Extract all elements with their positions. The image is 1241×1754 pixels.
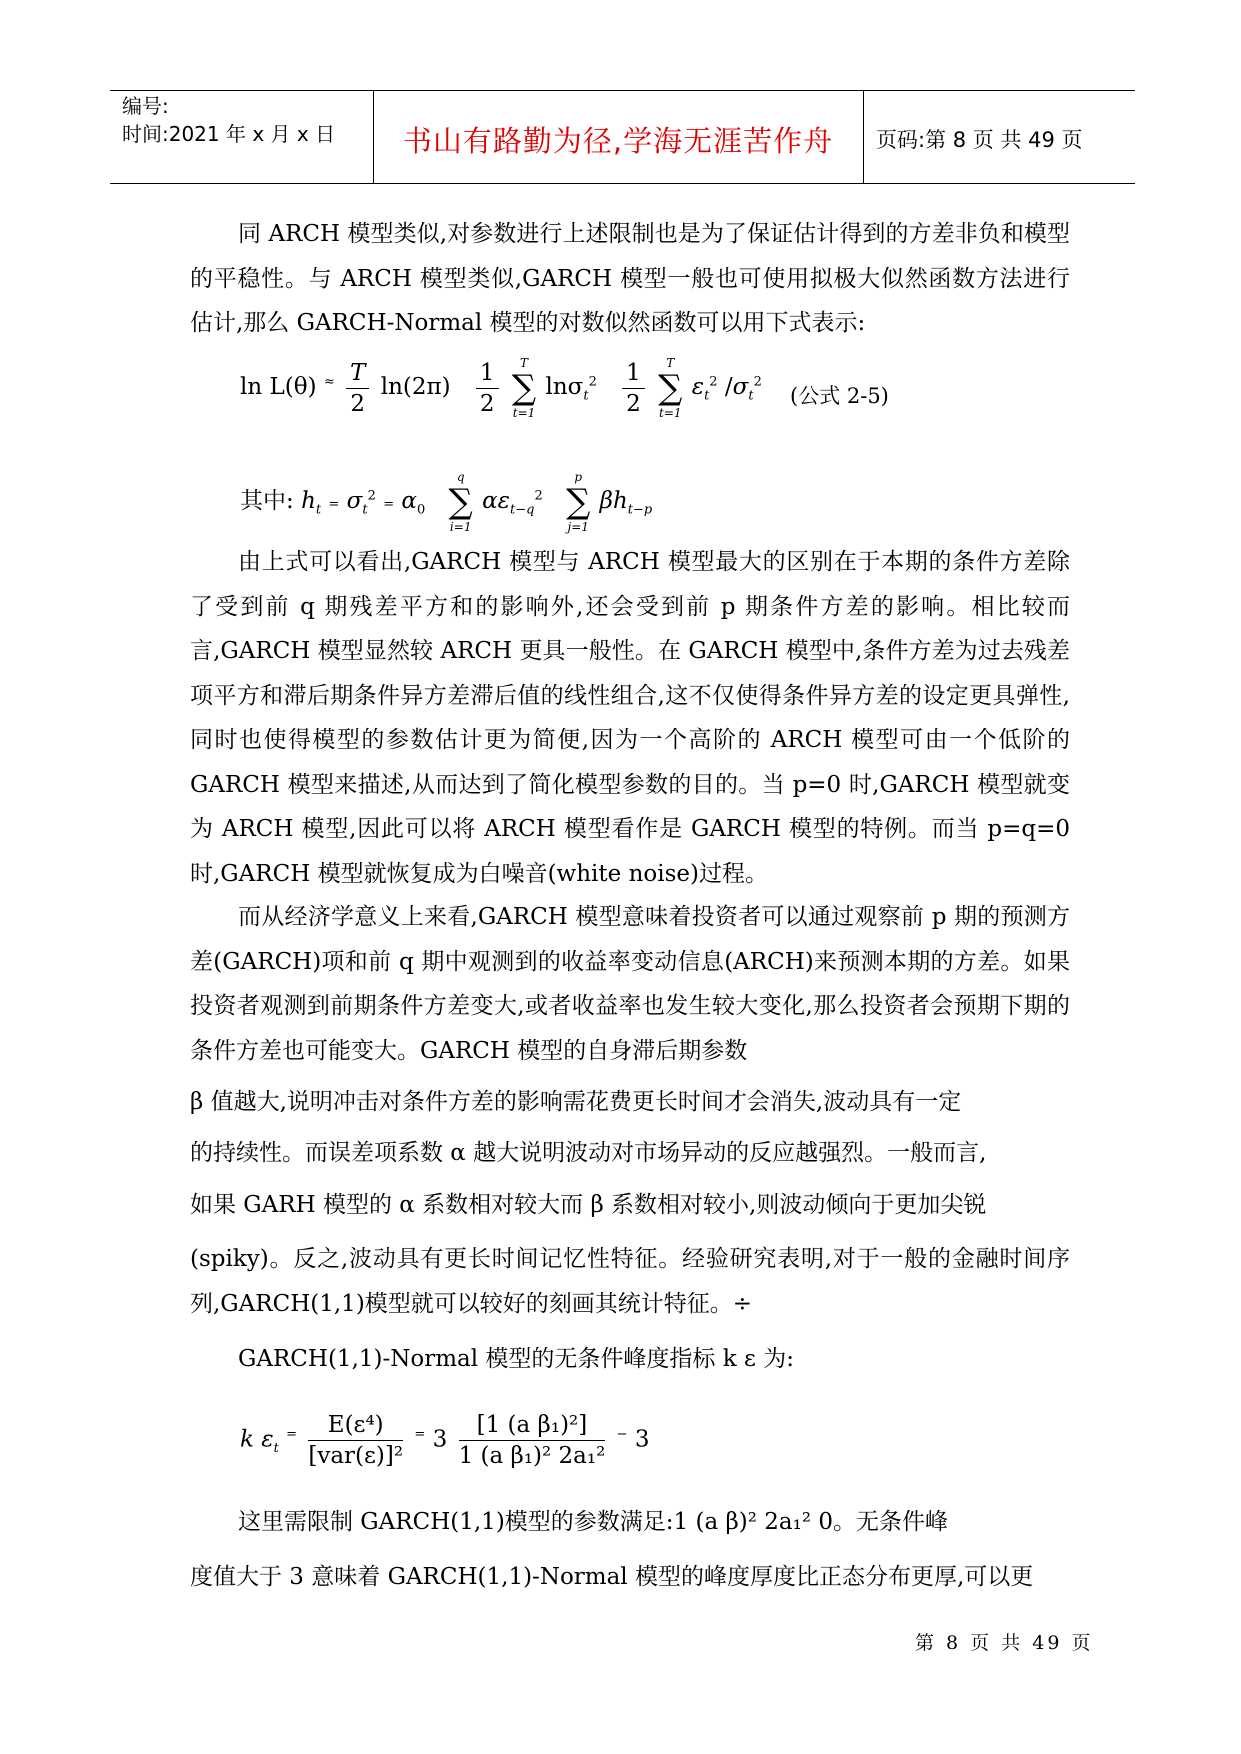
formula-term-ln2pi: ln(2π) [380, 374, 451, 400]
fraction-kurtosis-b: $\frac{\text{[1 (a β₁)²]}}{\text{1 (a β₁)² 2a₁²}}$ [458, 1412, 606, 1469]
formula-number: (公式 2-5) [790, 384, 889, 408]
paragraph-1: 同 ARCH 模型类似,对参数进行上述限制也是为了保证估计得到的方差非负和模型的平稳性。与 ARCH 模型类似,GARCH 模型一般也可使用拟极大似然函数方法进行估计,那么 GARCH-Normal 模型的对数似然函数可以用下式表示: [190, 221, 1070, 336]
header-motto: 书山有路勤为径,学海无涯苦作舟 [402, 124, 834, 158]
header-meta [122, 92, 335, 148]
paragraph-2: 由上式可以看出,GARCH 模型与 ARCH 模型最大的区别在于本期的条件方差除了受到前 q 期残差平方和的影响外,还会受到前 p 期条件方差的影响。相比较而言,GARCH 模型显然较 ARCH 更具一般性。在 GARCH 模型中,条件方差为过去残差项平方和滞后期条件异方差滞后值的线性组合,这不仅使得条件异方差的设定更具弹性,同时也使得模型的参数估计更为简便,因为一个高阶的 ARCH 模型可由一个低阶的 GARCH 模型来描述,从而达到了简化模型参数的目的。当 p=0 时,GARCH 模型就变为 ARCH 模型,因此可以将 ARCH 模型看作是 GARCH 模型的特例。而当 p=q=0 时,GARCH 模型就恢复成为白噪音(white noise)过程。 [190, 549, 1070, 887]
sum-symbol-a: T ∑ t=1 [511, 356, 537, 420]
sum-symbol-b: T ∑ t=1 [658, 356, 683, 420]
sum-symbol-p: p ∑ j=1 [566, 470, 591, 534]
formula-conditional-variance: 其中: $h_t = \sigma_t^2 = \alpha_0$ q ∑ i=1 $\alpha\varepsilon_{t-q}^2$ p ∑ j=1 $\beta h_{t-p}$ [240, 470, 653, 534]
header-divider-right [863, 90, 864, 183]
formula-term-epsilon: ε [691, 374, 705, 400]
paragraph-3-end: (spiky)。反之,波动具有更长时间记忆性特征。经验研究表明,对于一般的金融时间序列,GARCH(1,1)模型就可以较好的刻画其统计特征。÷ [190, 1246, 1070, 1317]
document-number-label: 编号: [122, 94, 169, 118]
paragraph-3: 而从经济学意义上来看,GARCH 模型意味着投资者可以通过观察前 p 期的预测方差(GARCH)项和前 q 期中观测到的收益率变动信息(ARCH)来预测本期的方差。如果投资者观测到前期条件方差变大,或者收益率也发生较大变化,那么投资者会预期下期的条件方差也可能变大。GARCH 模型的自身滞后期参数 [190, 904, 1070, 1064]
formula-lhs: ln L(θ) [240, 374, 317, 400]
paragraph-5-end: 度值大于 3 意味着 GARCH(1,1)-Normal 模型的峰度厚度比正态分布更厚,可以更 [190, 1564, 1034, 1590]
fraction-t-over-2: $\frac{T}{2}$ [346, 358, 369, 419]
paragraph-3-line-garh: 如果 GARH 模型的 α 系数相对较大而 β 系数相对较小,则波动倾向于更加尖锐 [190, 1192, 987, 1218]
paragraph-3-line-alpha: 的持续性。而误差项系数 α 越大说明波动对市场异动的反应越强烈。一般而言, [190, 1140, 987, 1166]
paragraph-3-line-beta: β 值越大,说明冲击对条件方差的影响需花费更长时间才会消失,波动具有一定 [190, 1089, 962, 1115]
header-top-rule [110, 90, 1135, 91]
page-footer: 第 8 页 共 49 页 [915, 1632, 1094, 1654]
fraction-half-a: $\frac{1}{2}$ [476, 358, 499, 419]
fraction-half-b: $\frac{1}{2}$ [622, 358, 645, 419]
sum-symbol-q: q ∑ i=1 [448, 470, 473, 534]
document-time-label: 时间:2021 年 x 月 x 日 [122, 122, 336, 146]
header-page-label: 页码:第 8 页 共 49 页 [876, 128, 1083, 152]
formula-term-lnsigma: lnσ [545, 374, 584, 400]
header-bottom-rule [110, 183, 1135, 184]
fraction-kurtosis-a: $\frac{\text{E(ε⁴)}}{\text{[var(ε)]²}}$ [308, 1412, 404, 1469]
paragraph-4: GARCH(1,1)-Normal 模型的无条件峰度指标 k ε 为: [238, 1346, 794, 1372]
paragraph-5: 这里需限制 GARCH(1,1)模型的参数满足:1 (a β)² 2a₁² 0。无条件峰 [238, 1509, 949, 1535]
where-label: 其中: [240, 488, 294, 514]
formula-kurtosis: k $\varepsilon_t$ = $\frac{\text{E(ε⁴)}}{\text{[var(ε)]²}}$ = 3 $\frac{\text{[1 (a β₁)²]}}{\text{1 (a β₁)² 2a₁²}}$ − 3 [240, 1412, 650, 1469]
formula-log-likelihood: ln L(θ) ≈ $\frac{T}{2}$ ln(2π) $\frac{1}{2}$ T ∑ t=1 lnσ$_t^2$ $\frac{1}{2}$ T ∑ t=1 $\varepsilon_t^2$ $/\sigma_t^2$ [240, 356, 762, 420]
